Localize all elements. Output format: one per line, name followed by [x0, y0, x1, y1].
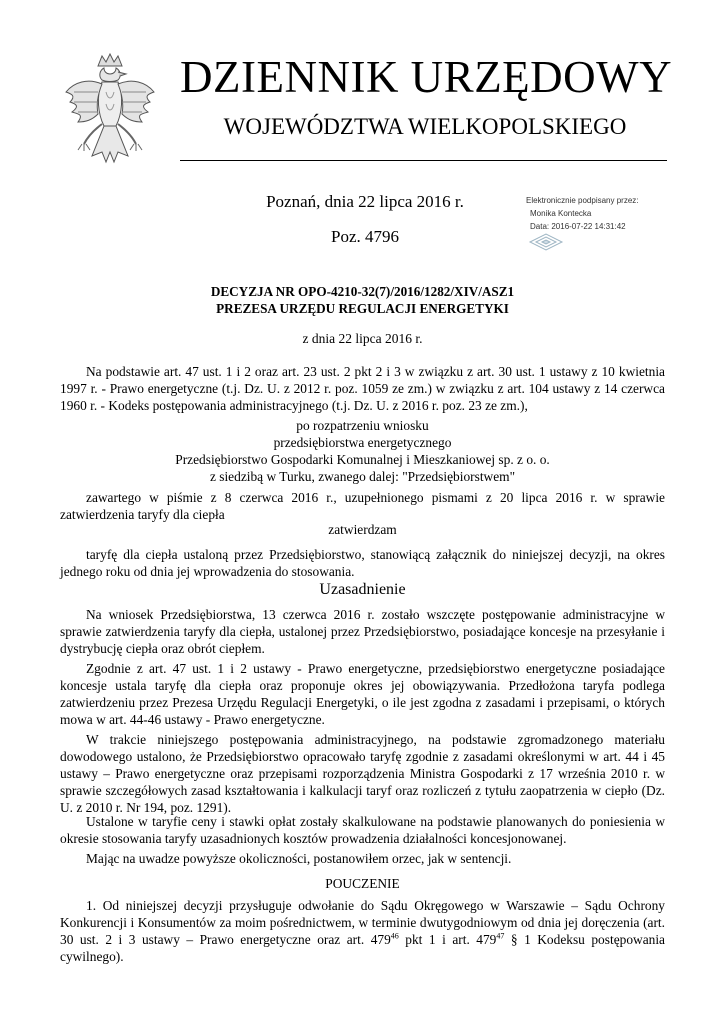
instruction-text-start: 1. Od niniejszej decyzji przysługuje odwołanie do Sądu Okręgowego w Warszawie – Sądu Ochrony Konkurencji i Konsumentów za moim pośrednictwem, w terminie dwutygodniowym od dnia jej doręczenia (art. 30 ust. 2 i 3 ustawy – Prawo energetyczne oraz art. 479: [60, 898, 665, 947]
article-superscript: 46: [390, 931, 399, 941]
instruction-text-mid: pkt 1 i art. 479: [398, 932, 497, 947]
justification-paragraph-2: Zgodnie z art. 47 ust. 1 i 2 ustawy - Prawo energetyczne, przedsiębiorstwo energetyczne posiadające koncesje ustala taryfę dla ciepła oraz proponuje okres jej obowiązywania. Przedłożona taryfa podlega zatwierdzeniu przez Prezesa Urzędu Regulacji Energetyki, o ile jest zgodna z zasadami i przepisami, o których mowa w art. 44-46 ustawy - Prawo energetyczne.: [60, 661, 665, 727]
electronic-signature: [526, 194, 696, 233]
journal-subtitle: WOJEWÓDZTWA WIELKOPOLSKIEGO: [223, 114, 627, 139]
decision-number: DECYZJA NR OPO-4210-32(7)/2016/1282/XIV/ASZ1: [210, 284, 515, 299]
justification-paragraph-3: W trakcie niniejszego postępowania administracyjnego, na podstawie zgromadzonego materiału dowodowego ustalono, że Przedsiębiorstwo opracowało taryfę zgodnie z zasadami określonymi w art. 44 i 45 ustawy – Prawo energetyczne oraz przepisami rozporządzenia Ministra Gospodarki z 17 września 2010 r. w sprawie szczegółowych zasad kształtowania i kalkulacji taryf oraz rozliczeń z tytułu zaopatrzenia w ciepło (Dz. U. z 2010 r. Nr 194, poz. 1291).: [60, 732, 665, 815]
decision-title: [60, 283, 665, 317]
position-number: Poz. 4796: [331, 227, 399, 246]
header-divider: [180, 160, 667, 161]
signature-date: Data: 2016-07-22 14:31:42: [530, 222, 626, 231]
approve-paragraph: taryfę dla ciepła ustaloną przez Przedsiębiorstwo, stanowiącą załącznik do niniejszej decyzji, na okres jednego roku od dnia jej wprowadzenia do stosowania.: [60, 547, 665, 579]
justification-paragraph-5: Mając na uwadze powyższe okoliczności, postanowiłem orzec, jak w sentencji.: [86, 851, 512, 866]
place-date: Poznań, dnia 22 lipca 2016 r.: [266, 192, 464, 211]
instruction-text-end: § 1 Kodeksu postępowania cywilnego).: [60, 932, 665, 964]
decision-issuer: PREZESA URZĘDU REGULACJI ENERGETYKI: [216, 301, 509, 316]
applicant-line: przedsiębiorstwa energetycznego: [273, 435, 452, 450]
justification-paragraph-1: Na wniosek Przedsiębiorstwa, 13 czerwca 2016 r. zostało wszczęte postępowanie administracyjne w sprawie zatwierdzenia taryfy dla ciepła, ustalonej przez Przedsiębiorstwo, posiadające koncesje na przesyłanie i dystrybucję ciepła oraz obrót ciepłem.: [60, 607, 665, 656]
legal-basis-paragraph: Na podstawie art. 47 ust. 1 i 2 oraz art. 23 ust. 2 pkt 2 i 3 w związku z art. 30 ust. 1 ustawy z 10 kwietnia 1997 r. - Prawo energetyczne (t.j. Dz. U. z 2012 r. poz. 1059 ze zm.) w związku z art. 104 ustawy z 14 czerwca 1960 r. - Kodeks postępowania administracyjnego (t.j. Dz. U. z 2016 r. poz. 23 ze zm.),: [60, 364, 665, 413]
polish-eagle-emblem-icon: [62, 52, 158, 170]
applicant-line: po rozpatrzeniu wniosku: [296, 418, 429, 433]
applicant-block: [60, 417, 665, 485]
instruction-paragraph-1: [60, 897, 665, 965]
instruction-heading: POUCZENIE: [325, 876, 400, 891]
article-superscript: 47: [496, 931, 505, 941]
decision-date: z dnia 22 lipca 2016 r.: [302, 331, 423, 346]
justification-heading: Uzasadnienie: [319, 581, 406, 598]
signature-name: Monika Kontecka: [530, 209, 592, 218]
applicant-line: z siedzibą w Turku, zwanego dalej: "Przedsiębiorstwem": [209, 469, 516, 484]
approve-word: zatwierdzam: [328, 522, 397, 537]
journal-title: DZIENNIK URZĘDOWY: [180, 52, 673, 102]
request-paragraph: zawartego w piśmie z 8 czerwca 2016 r., uzupełnionego pismami z 20 lipca 2016 r. w sprawie zatwierdzenia taryfy dla ciepła: [60, 490, 665, 522]
justification-paragraph-4: Ustalone w taryfie ceny i stawki opłat zostały skalkulowane na podstawie planowanych do poniesienia w okresie stosowania taryfy uzasadnionych kosztów prowadzenia działalności koncesjonowanej.: [60, 814, 665, 846]
signature-label: Elektronicznie podpisany przez:: [526, 196, 639, 205]
signature-seal-icon: [528, 232, 564, 252]
applicant-line: Przedsiębiorstwo Gospodarki Komunalnej i Mieszkaniowej sp. z o. o.: [175, 452, 550, 467]
